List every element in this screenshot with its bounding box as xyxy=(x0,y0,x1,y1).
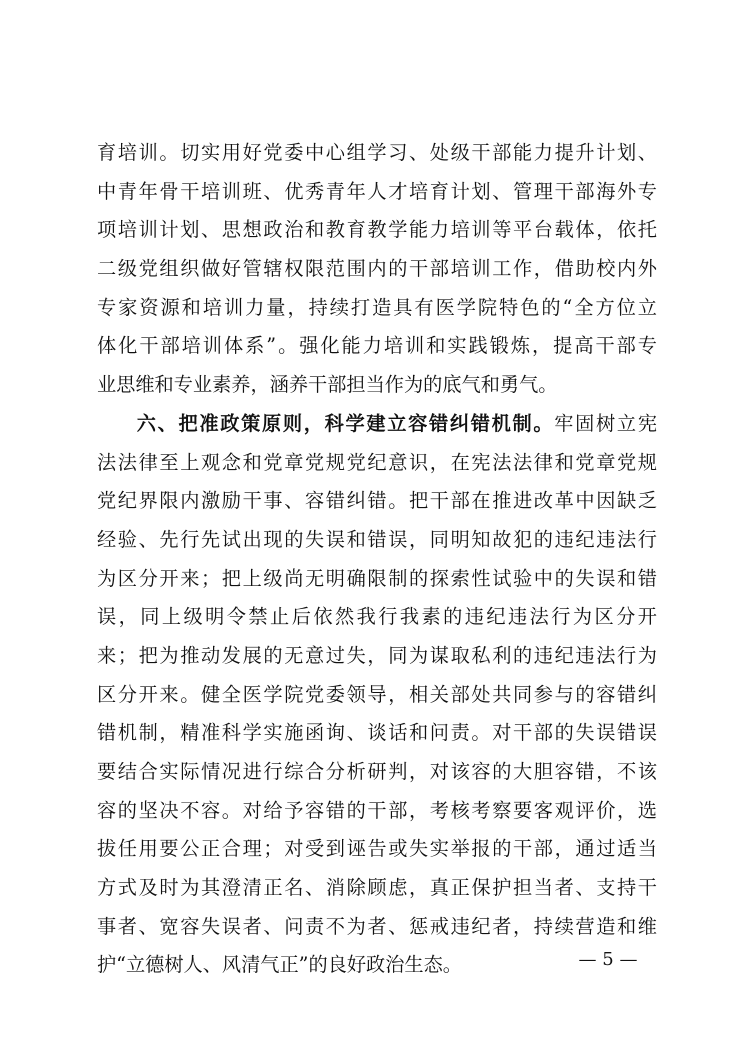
text-line: 来；把为推动发展的无意过失，同为谋取私利的违纪违法行为 xyxy=(97,643,657,667)
text-line: 项培训计划、思想政治和教育教学能力培训等平台载体，依托 xyxy=(97,218,657,242)
text-line: 党纪界限内激励干事、容错纠错。把干部在推进改革中因缺乏 xyxy=(97,489,657,513)
text-line: 护“立德树人、风清气正”的良好政治生态。 xyxy=(97,953,462,977)
text-line: 要结合实际情况进行综合分析研判，对该容的大胆容错，不该 xyxy=(97,760,657,783)
section-heading: 六、把准政策原则，科学建立容错纠错机制。 xyxy=(135,411,555,435)
text-line: 事者、宽容失误者、问责不为者、惩戒违纪者，持续营造和维 xyxy=(97,914,657,938)
page-number: — 5 — xyxy=(578,949,638,970)
text-line-first xyxy=(97,405,657,444)
text-line: 区分开来。健全医学院党委领导，相关部处共同参与的容错纠 xyxy=(97,682,657,706)
paragraph-error-tolerance xyxy=(97,405,657,985)
text-line: 容的坚决不容。对给予容错的干部，考核考察要客观评价，选 xyxy=(97,798,657,822)
text-line: 方式及时为其澄清正名、消除顾虑，真正保护担当者、支持干 xyxy=(97,876,657,900)
text-line: 专家资源和培训力量，持续打造具有医学院特色的“全方位立 xyxy=(97,295,657,319)
text-line: 育培训。切实用好党委中心组学习、处级干部能力提升计划、 xyxy=(97,141,657,164)
text-line: 二级党组织做好管辖权限范围内的干部培训工作，借助校内外 xyxy=(97,257,657,281)
text-line: 误，同上级明令禁止后依然我行我素的违纪违法行为区分开 xyxy=(97,605,657,629)
text-line: 经验、先行先试出现的失误和错误，同明知故犯的违纪违法行 xyxy=(97,527,657,551)
heading-continuation: 牢固树立宪 xyxy=(554,411,658,435)
paragraph-training xyxy=(97,134,657,405)
text-line: 法法律至上观念和党章党规党纪意识，在宪法法律和党章党规 xyxy=(97,450,657,474)
text-line: 错机制，精准科学实施函询、谈话和问责。对干部的失误错误 xyxy=(97,721,657,745)
text-line: 业思维和专业素养，涵养干部担当作为的底气和勇气。 xyxy=(97,373,558,397)
text-line: 体化干部培训体系”。强化能力培训和实践锻炼，提高干部专 xyxy=(97,334,657,358)
text-line: 中青年骨干培训班、优秀青年人才培育计划、管理干部海外专 xyxy=(97,179,657,203)
text-line: 拔任用要公正合理；对受到诬告或失实举报的干部，通过适当 xyxy=(97,837,657,861)
document-body xyxy=(97,134,657,985)
text-line: 为区分开来；把上级尚无明确限制的探索性试验中的失误和错 xyxy=(97,566,657,590)
